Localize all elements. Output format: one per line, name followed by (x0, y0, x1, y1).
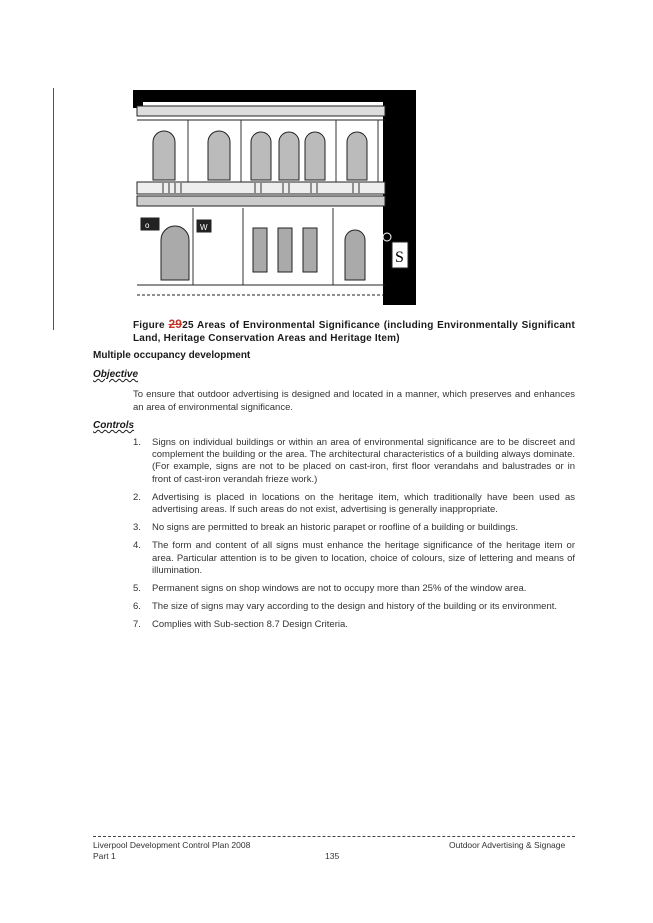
control-text: The form and content of all signs must enhance the heritage significance of the heritage item or area. Particular attention is to be given to location, choice of colours, size of lettering and means of illumination. (152, 540, 575, 576)
figure-illustration (133, 90, 416, 305)
controls-heading: Controls (93, 420, 135, 431)
control-number: 3. (133, 522, 141, 534)
control-text: No signs are permitted to break an historic parapet or roofline of a building or buildings. (152, 522, 518, 534)
margin-change-bar (53, 88, 54, 330)
control-item-6 (133, 601, 575, 613)
footer-doc-title: Liverpool Development Control Plan 2008 (93, 840, 251, 850)
svg-text:W: W (200, 223, 208, 232)
svg-text:o: o (145, 221, 150, 230)
control-item-3 (133, 522, 575, 534)
control-item-4 (133, 540, 575, 577)
control-text: Advertising is placed in locations on the heritage item, which traditionally have been used as advertising areas. If such areas do not exist, advertising is generally inappropriate. (152, 491, 575, 516)
control-number: 7. (133, 619, 141, 631)
control-number: 1. (133, 437, 141, 448)
figure-caption: Figure 2925 Areas of Environmental Significance (including Environmentally Significant Land, Heritage Conservation Areas and Heritage Item) (133, 317, 575, 344)
footer-section: Outdoor Advertising & Signage (449, 840, 566, 850)
control-text: Permanent signs on shop windows are not to occupy more than 25% of the window area. (152, 583, 527, 595)
control-text: Signs on individual buildings or within an area of environmental significance are to be discreet and complement the building or the area. The architectural characteristics of a building always dominate. (For example, signs are not to be placed on cast-iron, first floor verandahs and balustrades or in front of cast-iron verandah frieze work.) (152, 437, 575, 485)
control-number: 6. (133, 601, 141, 613)
control-text: The size of signs may vary according to the design and history of the building or its environment. (152, 601, 558, 613)
svg-text:S: S (395, 249, 404, 266)
control-number: 2. (133, 491, 141, 503)
control-item-1 (133, 437, 575, 486)
footer-part: Part 1 (93, 851, 116, 861)
control-number: 4. (133, 540, 141, 552)
page-number: 135 (325, 851, 340, 861)
objective-text: To ensure that outdoor advertising is designed and located in a manner, which preserves and enhances an area of environmental significance. (133, 389, 575, 413)
caption-text: 25 Areas of Environmental Significance (including Environmentally Significant Land, Heritage Conservation Areas and Heritage Item) (133, 320, 575, 344)
control-text: Complies with Sub-section 8.7 Design Criteria. (152, 619, 348, 631)
objective-heading: Objective (93, 369, 139, 380)
controls-list (133, 437, 575, 632)
control-number: 5. (133, 583, 141, 595)
control-item-2 (133, 492, 575, 516)
section-title: Multiple occupancy development (93, 350, 251, 361)
struck-figure-number: 29 (168, 317, 183, 331)
control-item-7 (133, 619, 575, 631)
footer-divider (93, 836, 575, 837)
control-item-5 (133, 583, 575, 595)
